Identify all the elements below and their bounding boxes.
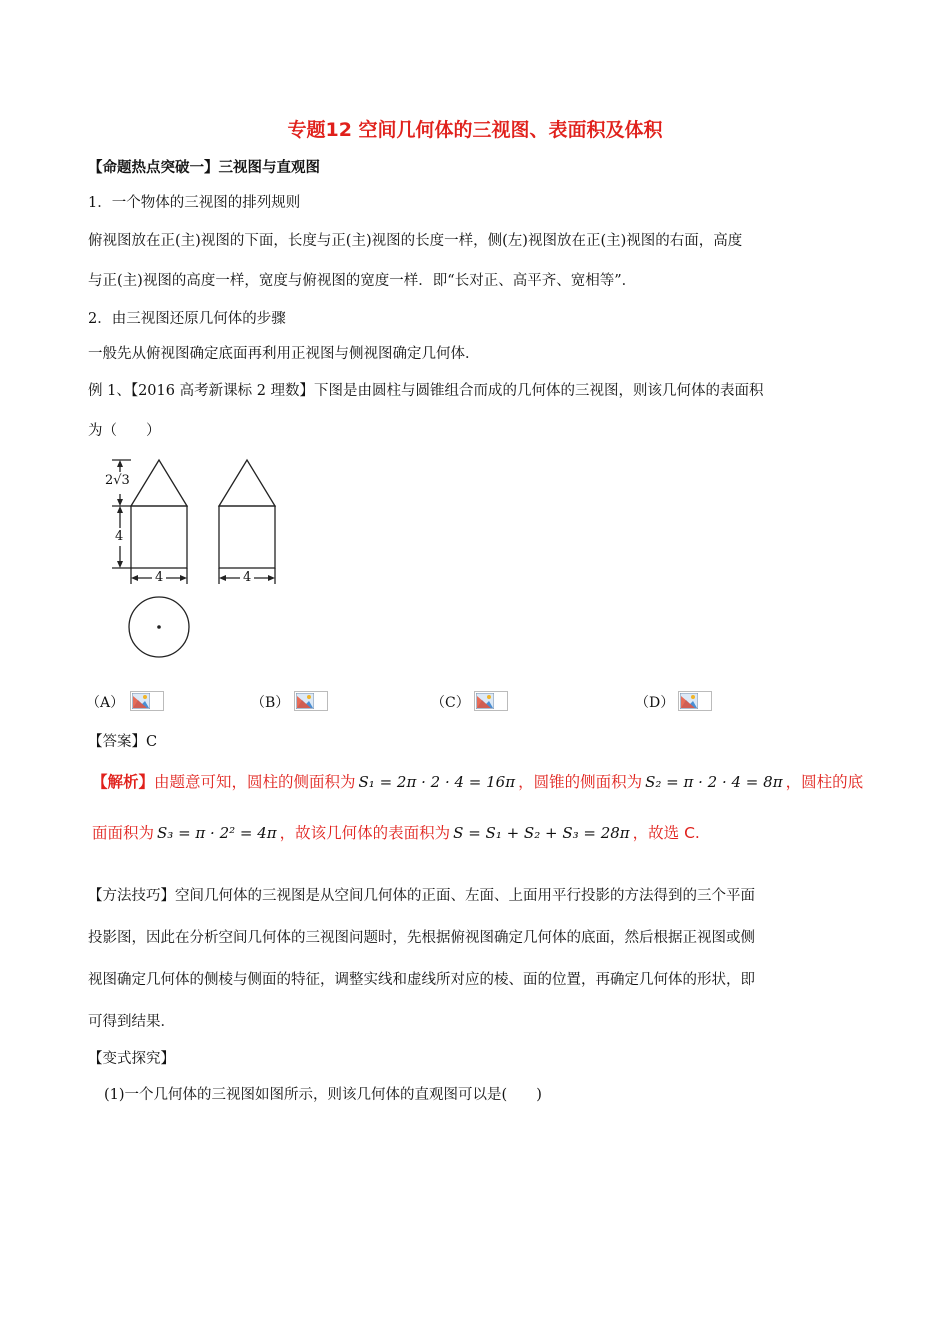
variant-heading: 【变式探究】 xyxy=(88,1051,175,1067)
analysis-text: ，故选 C. xyxy=(632,824,700,842)
side-view-cone xyxy=(219,460,275,506)
analysis-text: 由题意可知，圆柱的侧面积为 xyxy=(154,773,356,791)
answer: 【答案】C xyxy=(88,734,158,750)
method-line: 可得到结果． xyxy=(88,1014,175,1030)
analysis-text: ，故该几何体的表面积为 xyxy=(279,824,451,842)
method-line: 视图确定几何体的侧棱与侧面的特征，调整实线和虚线所对应的棱、面的位置，再确定几何体的形状，即 xyxy=(88,972,755,988)
analysis-text: ，圆锥的侧面积为 xyxy=(518,773,643,791)
formula: S₂ = π · 2 · 4 = 8π xyxy=(645,773,783,791)
dimension-label: 4 xyxy=(155,570,164,585)
option-d-image[interactable] xyxy=(678,691,712,711)
formula: S₁ = 2π · 2 · 4 = 16π xyxy=(358,773,516,791)
method-line: 【方法技巧】空间几何体的三视图是从空间几何体的正面、左面、上面用平行投影的方法得到的三个平面 xyxy=(88,888,755,904)
option-d-label: （D） xyxy=(635,695,675,711)
paragraph-line: 与正(主)视图的高度一样，宽度与俯视图的宽度一样．即“长对正、高平齐、宽相等”． xyxy=(88,273,637,289)
page-title: 专题12 空间几何体的三视图、表面积及体积 xyxy=(287,119,663,141)
formula: S₃ = π · 2² = 4π xyxy=(157,824,277,842)
variant-question: (1)一个几何体的三视图如图所示，则该几何体的直观图可以是( ) xyxy=(104,1087,542,1103)
front-view-cone xyxy=(131,460,187,506)
option-b-label: （B） xyxy=(251,695,290,711)
dimension-label: 2√3 xyxy=(105,473,130,488)
option-c-image[interactable] xyxy=(474,691,508,711)
analysis-text: 面面积为 xyxy=(92,824,155,842)
method-line: 投影图，因此在分析空间几何体的三视图问题时，先根据俯视图确定几何体的底面，然后根据正视图或侧 xyxy=(88,930,755,946)
paragraph-line: 俯视图放在正(主)视图的下面，长度与正(主)视图的长度一样，侧(左)视图放在正(主)视图的右面，高度 xyxy=(88,233,743,249)
three-view-figure xyxy=(100,450,300,666)
list-item-1: 1．一个物体的三视图的排列规则 xyxy=(88,195,301,211)
paragraph: 一般先从俯视图确定底面再利用正视图与侧视图确定几何体． xyxy=(88,346,480,362)
option-a-label: （A） xyxy=(86,695,125,711)
dimension-label: 4 xyxy=(243,570,252,585)
analysis-text: ，圆柱的底 xyxy=(785,773,864,791)
option-c-label: （C） xyxy=(431,695,470,711)
section-heading: 【命题热点突破一】三视图与直观图 xyxy=(88,160,320,176)
formula: S = S₁ + S₂ + S₃ = 28π xyxy=(453,824,630,842)
dimension-label: 4 xyxy=(115,529,124,544)
analysis-label: 【解析】 xyxy=(92,773,155,791)
option-b-image[interactable] xyxy=(294,691,328,711)
side-view-cylinder xyxy=(219,506,275,568)
front-view-cylinder xyxy=(131,506,187,568)
option-a-image[interactable] xyxy=(130,691,164,711)
example-question: 为（ ） xyxy=(88,423,161,439)
example-question: 例 1、【2016 高考新课标 2 理数】下图是由圆柱与圆锥组合而成的几何体的三视图，则该几何体的表面积 xyxy=(88,383,764,399)
analysis-line-1 xyxy=(92,770,863,792)
list-item-2: 2．由三视图还原几何体的步骤 xyxy=(88,311,286,327)
analysis-line-2 xyxy=(92,821,700,843)
